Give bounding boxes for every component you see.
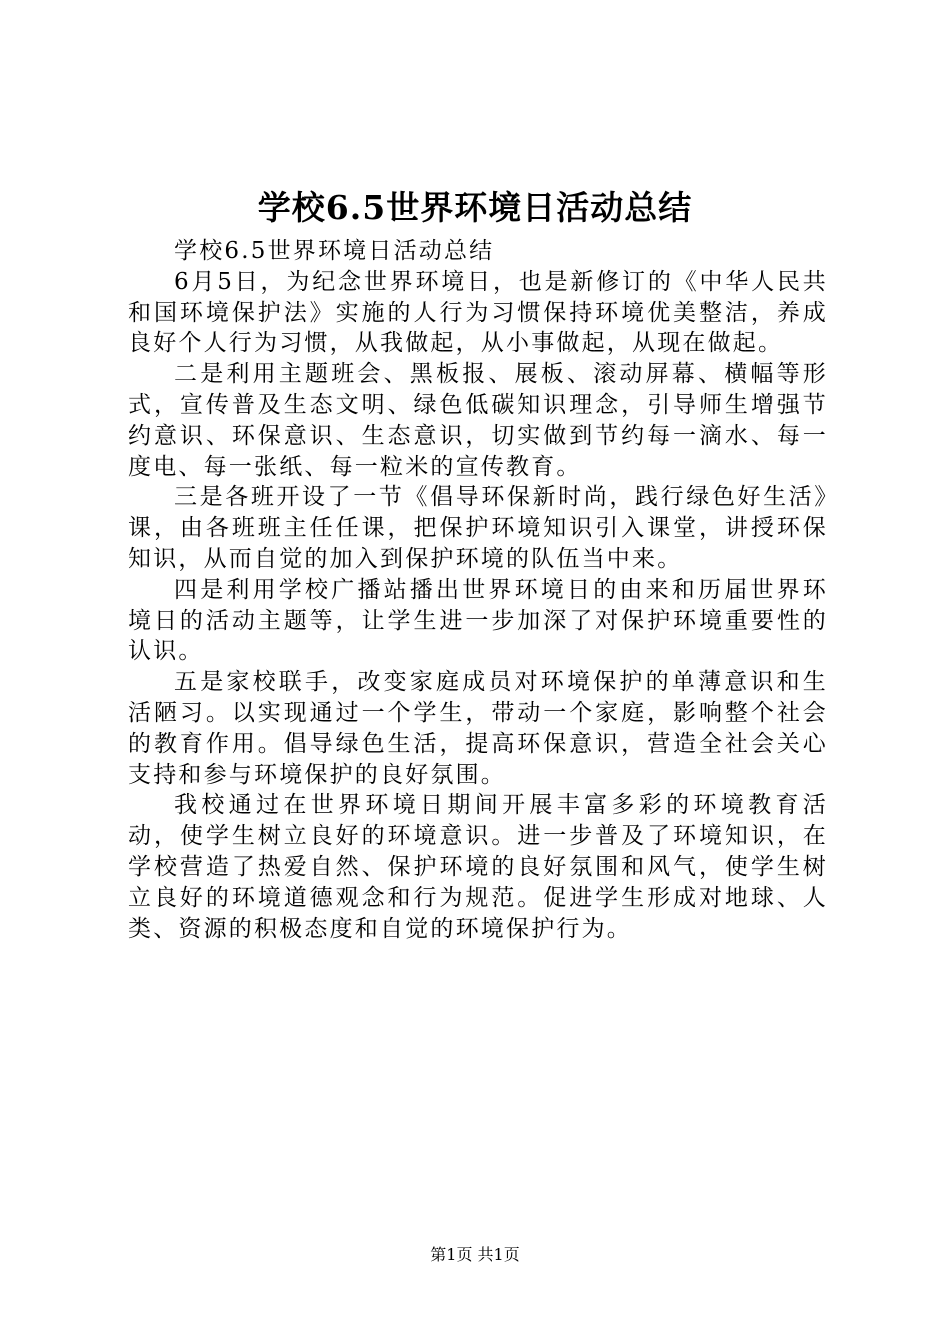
paragraph-point-3: 三是各班开设了一节《倡导环保新时尚，践行绿色好生活》课，由各班班主任任课，把保护环境知识引入课堂，讲授环保知识，从而自觉的加入到保护环境的队伍当中来。 — [128, 484, 828, 572]
paragraph-subtitle: 学校6.5世界环境日活动总结 — [174, 238, 495, 264]
paragraph-point-4: 四是利用学校广播站播出世界环境日的由来和历届世界环境日的活动主题等，让学生进一步加深了对保护环境重要性的认识。 — [128, 576, 828, 665]
paragraph-conclusion: 我校通过在世界环境日期间开展丰富多彩的环境教育活动，使学生树立良好的环境意识。进一步普及了环境知识，在学校营造了热爱自然、保护环境的良好氛围和风气，使学生树立良好的环境道德观念和行为规范。促进学生形成对地球、人类、资源的积极态度和自觉的环境保护行为。 — [128, 792, 828, 942]
document-title: 学校6.5世界环境日活动总结 — [257, 188, 693, 227]
paragraph-point-5: 五是家校联手，改变家庭成员对环境保护的单薄意识和生活陋习。以实现通过一个学生，带动一个家庭，影响整个社会的教育作用。倡导绿色生活，提高环保意识，营造全社会关心支持和参与环境保护的良好氛围。 — [128, 669, 828, 788]
paragraph-intro: 6月5日，为纪念世界环境日，也是新修订的《中华人民共和国环境保护法》实施的人行为习惯保持环境优美整洁，养成良好个人行为习惯，从我做起，从小事做起，从现在做起。 — [128, 268, 828, 357]
document-body — [128, 236, 828, 944]
paragraph-point-2: 二是利用主题班会、黑板报、展板、滚动屏幕、横幅等形式，宣传普及生态文明、绿色低碳知识理念，引导师生增强节约意识、环保意识、生态意识，切实做到节约每一滴水、每一度电、每一张纸、每一粒米的宣传教育。 — [128, 361, 828, 480]
page-footer: 第1页 共1页 — [430, 1245, 520, 1264]
